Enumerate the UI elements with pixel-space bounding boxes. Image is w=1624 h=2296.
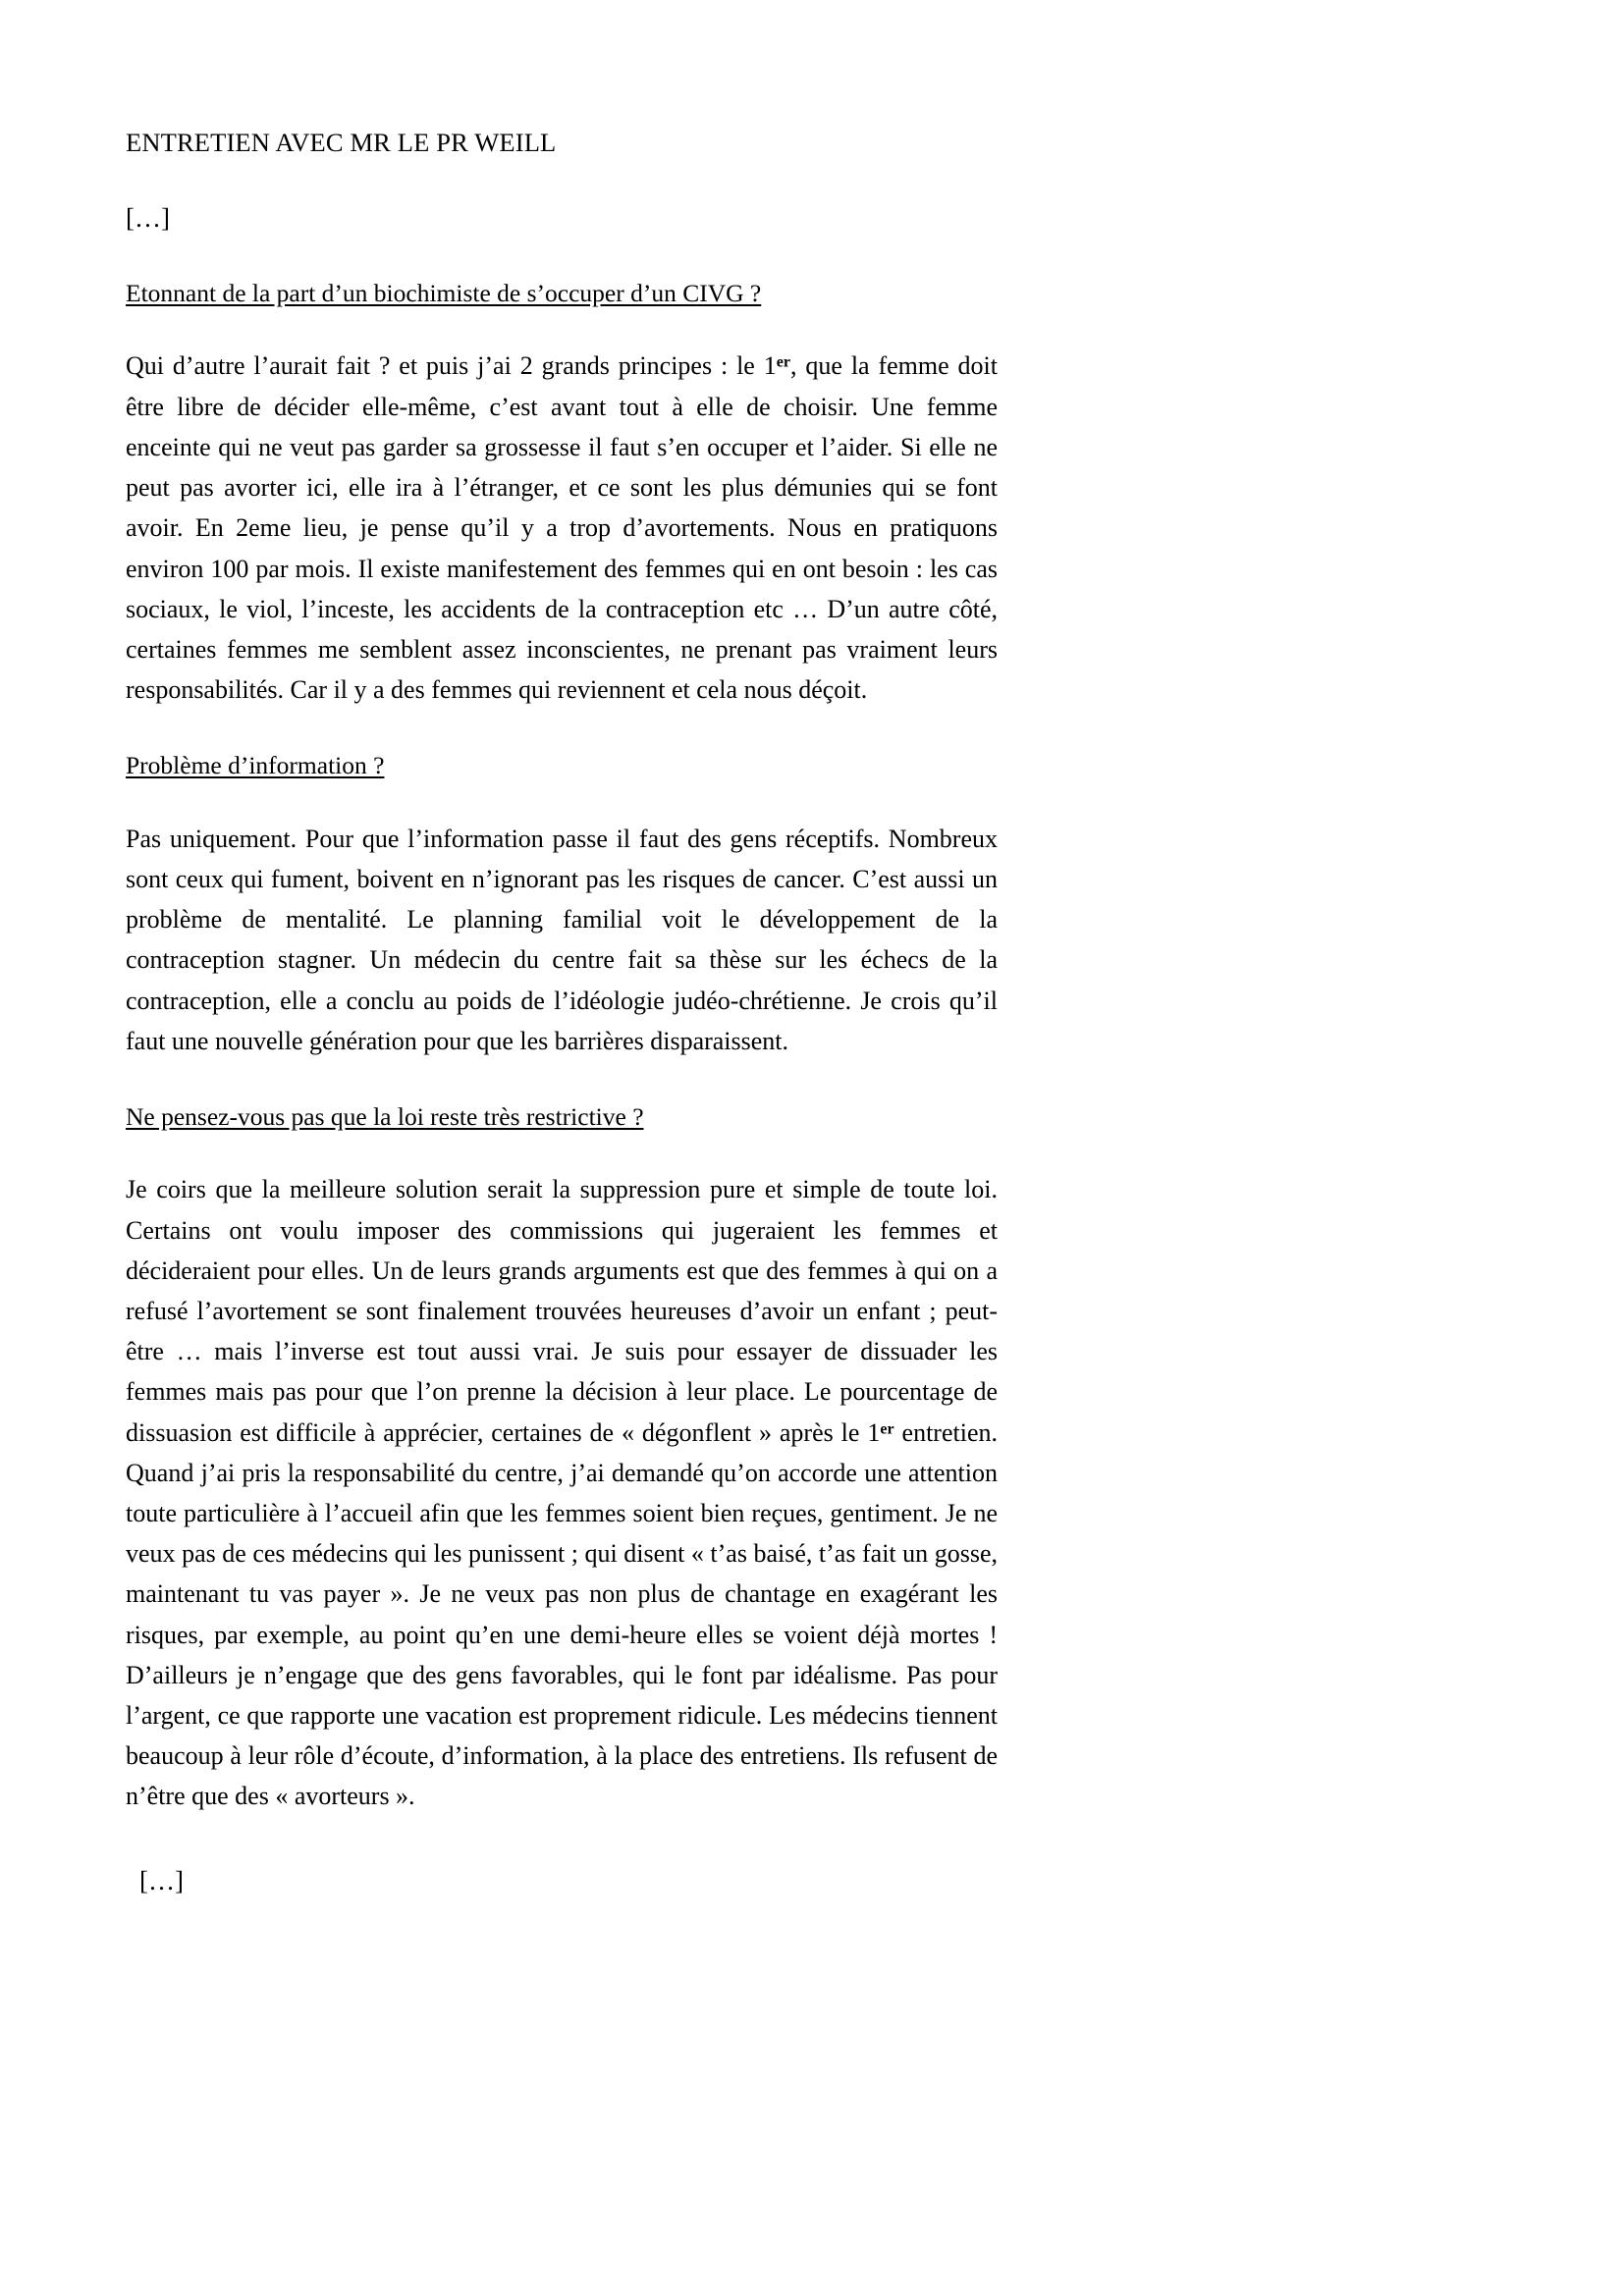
answer-paragraph-2: Pas uniquement. Pour que l’information passe il faut des gens réceptifs. Nombreux sont ceux qui fument, boivent en n’ignorant pas les risques de cancer. C’est aussi un problème de mentalité. Le planning familial voit le développement de la contraception stagner. Un médecin du centre fait sa thèse sur les échecs de la contraception, elle a conclu au poids de l’idéologie judéo-chrétienne. Je crois qu’il faut une nouvelle génération pour que les barrières disparaissent. bbox=[126, 824, 998, 1055]
question-heading-2 bbox=[126, 749, 998, 782]
opening-ellipsis-marker: […] bbox=[126, 202, 170, 233]
answer-paragraph-1-part-1: Qui d’autre l’aurait fait ? et puis j’ai 2 grands principes : le 1 bbox=[126, 351, 777, 381]
answer-paragraph-3-superscript: er bbox=[880, 1419, 894, 1437]
question-heading-3 bbox=[126, 1100, 998, 1134]
answer-paragraph-1-part-2: , que la femme doit être libre de décider elle-même, c’est avant tout à elle de choisir. Une femme enceinte qui ne veut pas garder sa grossesse il faut s’en occuper et l’aider. Si elle ne peut pas avorter ici, elle ira à l’étranger, et ce sont les plus démunies qui se font avoir. En 2eme lieu, je pense qu’il y a trop d’avortements. Nous en pratiquons environ 100 par mois. Il existe manifestement des femmes qui en ont besoin : les cas sociaux, le viol, l’inceste, les accidents de la contraception etc … D’un autre côté, certaines femmes me semblent assez inconscientes, ne prenant pas vraiment leurs responsabilités. Car il y a des femmes qui reviennent et cela nous déçoit. bbox=[126, 351, 999, 705]
page-title: ENTRETIEN AVEC MR LE PR WEILL bbox=[126, 128, 557, 157]
question-heading-2-text: Problème d’information ? bbox=[126, 751, 385, 780]
document-body bbox=[126, 126, 998, 1898]
answer-paragraph-3-part-2: entretien. Quand j’ai pris la responsabilité du centre, j’ai demandé qu’on accorde une attention toute particulière à l’accueil afin que les femmes soient bien reçues, gentiment. Je ne veux pas de ces médecins qui les punissent ; qui disent « t’as baisé, t’as fait un gosse, maintenant tu vas payer ». Je ne veux pas non plus de chantage en exagérant les risques, par exemple, au point qu’en une demi-heure elles se voient déjà mortes ! D’ailleurs je n’engage que des gens favorables, qui le font par idéalisme. Pas pour l’argent, ce que rapporte une vacation est proprement ridicule. Les médecins tiennent beaucoup à leur rôle d’écoute, d’information, à la place des entretiens. Ils refusent de n’être que des « avorteurs ». bbox=[126, 1417, 998, 1811]
question-heading-1 bbox=[126, 277, 998, 310]
answer-paragraph-3 bbox=[126, 1169, 998, 1816]
answer-paragraph-3-part-1: Je coirs que la meilleure solution serait la suppression pure et simple de toute loi. Certains ont voulu imposer des commissions qui jugeraient les femmes et décideraient pour elles. Un de leurs grands arguments est que des femmes à qui on a refusé l’avortement se sont finalement trouvées heureuses d’avoir un enfant ; peut-être … mais l’inverse est tout aussi vrai. Je suis pour essayer de dissuader les femmes mais pas pour que l’on prenne la décision à leur place. Le pourcentage de dissuasion est difficile à apprécier, certaines de « dégonflent » après le 1 bbox=[126, 1175, 998, 1447]
question-heading-1-text: Etonnant de la part d’un biochimiste de s’occuper d’un CIVG ? bbox=[126, 279, 762, 308]
closing-ellipsis-marker: […] bbox=[139, 1865, 184, 1896]
answer-paragraph-1 bbox=[126, 346, 998, 710]
answer-paragraph-1-superscript: er bbox=[776, 353, 791, 371]
question-heading-3-text: Ne pensez-vous pas que la loi reste très restrictive ? bbox=[126, 1101, 644, 1131]
